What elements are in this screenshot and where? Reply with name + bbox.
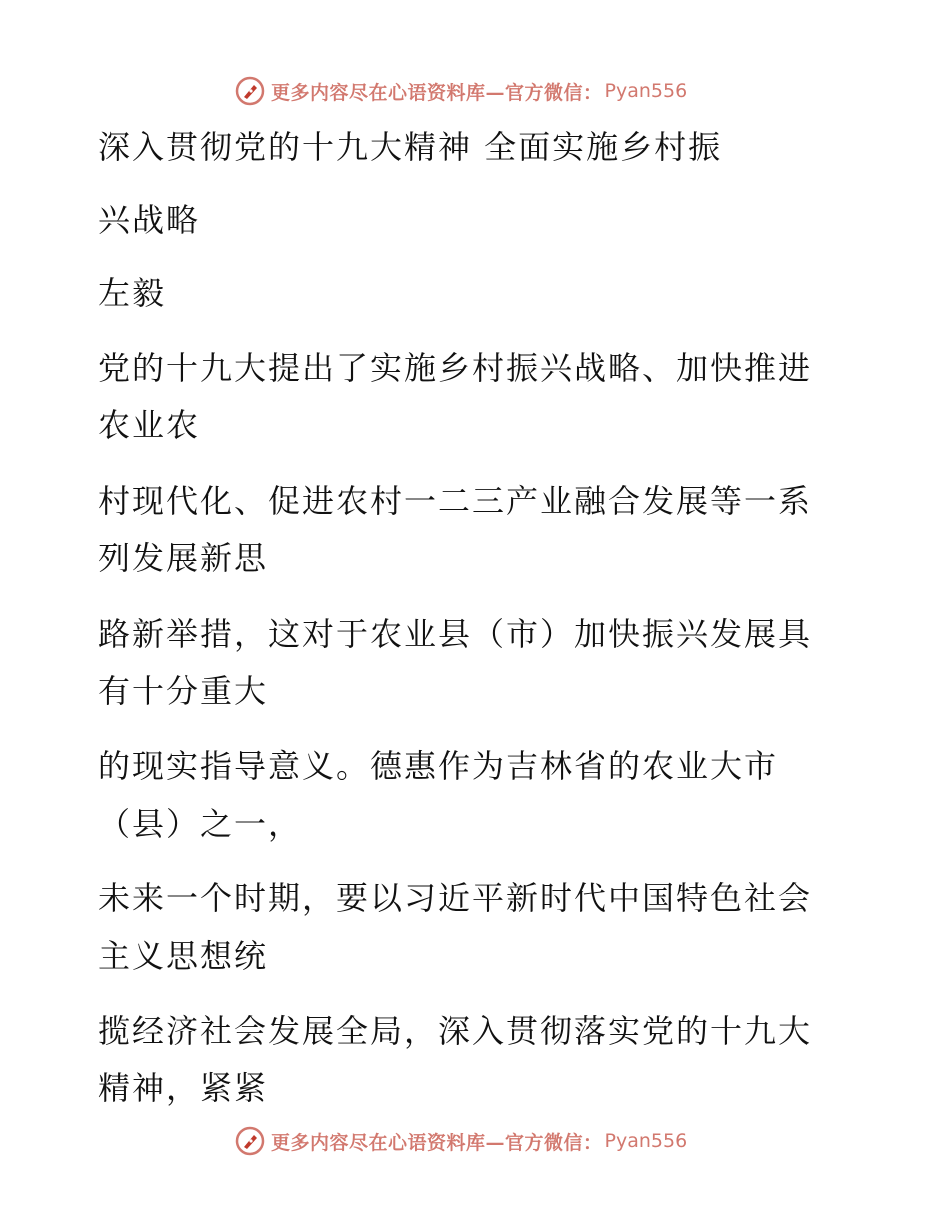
footer-watermark — [235, 1124, 687, 1158]
pen-nib-logo-icon — [235, 1126, 265, 1156]
body-line: 精神，紧紧 — [98, 1069, 269, 1107]
body-line: 有十分重大 — [98, 672, 269, 710]
body-line: 农业农 — [98, 406, 201, 444]
body-line: 的现实指导意义。德惠作为吉林省的农业大市 — [98, 747, 779, 785]
title-line-2: 兴战略 — [98, 201, 201, 239]
pen-nib-logo-icon — [235, 76, 265, 106]
body-line: 党的十九大提出了实施乡村振兴战略、加快推进 — [98, 349, 813, 387]
body-line: 主义思想统 — [98, 937, 269, 975]
body-line: （县）之一， — [98, 805, 303, 843]
author-name: 左毅 — [98, 274, 167, 312]
body-line: 路新举措，这对于农业县（市）加快振兴发展具 — [98, 615, 813, 653]
title-line-1: 深入贯彻党的十九大精神 全面实施乡村振 — [98, 128, 723, 166]
header-watermark — [235, 74, 687, 108]
body-line: 未来一个时期，要以习近平新时代中国特色社会 — [98, 879, 813, 917]
watermark-text: 更多内容尽在心语资料库—官方微信： — [271, 81, 603, 104]
body-line: 揽经济社会发展全局，深入贯彻落实党的十九大 — [98, 1012, 813, 1050]
watermark-wechat-id: Pyan556 — [604, 80, 688, 102]
watermark-text: 更多内容尽在心语资料库—官方微信： — [271, 1131, 603, 1154]
body-line: 村现代化、促进农村一二三产业融合发展等一系 — [98, 482, 813, 520]
watermark-wechat-id: Pyan556 — [604, 1130, 688, 1152]
body-line: 列发展新思 — [98, 539, 269, 577]
